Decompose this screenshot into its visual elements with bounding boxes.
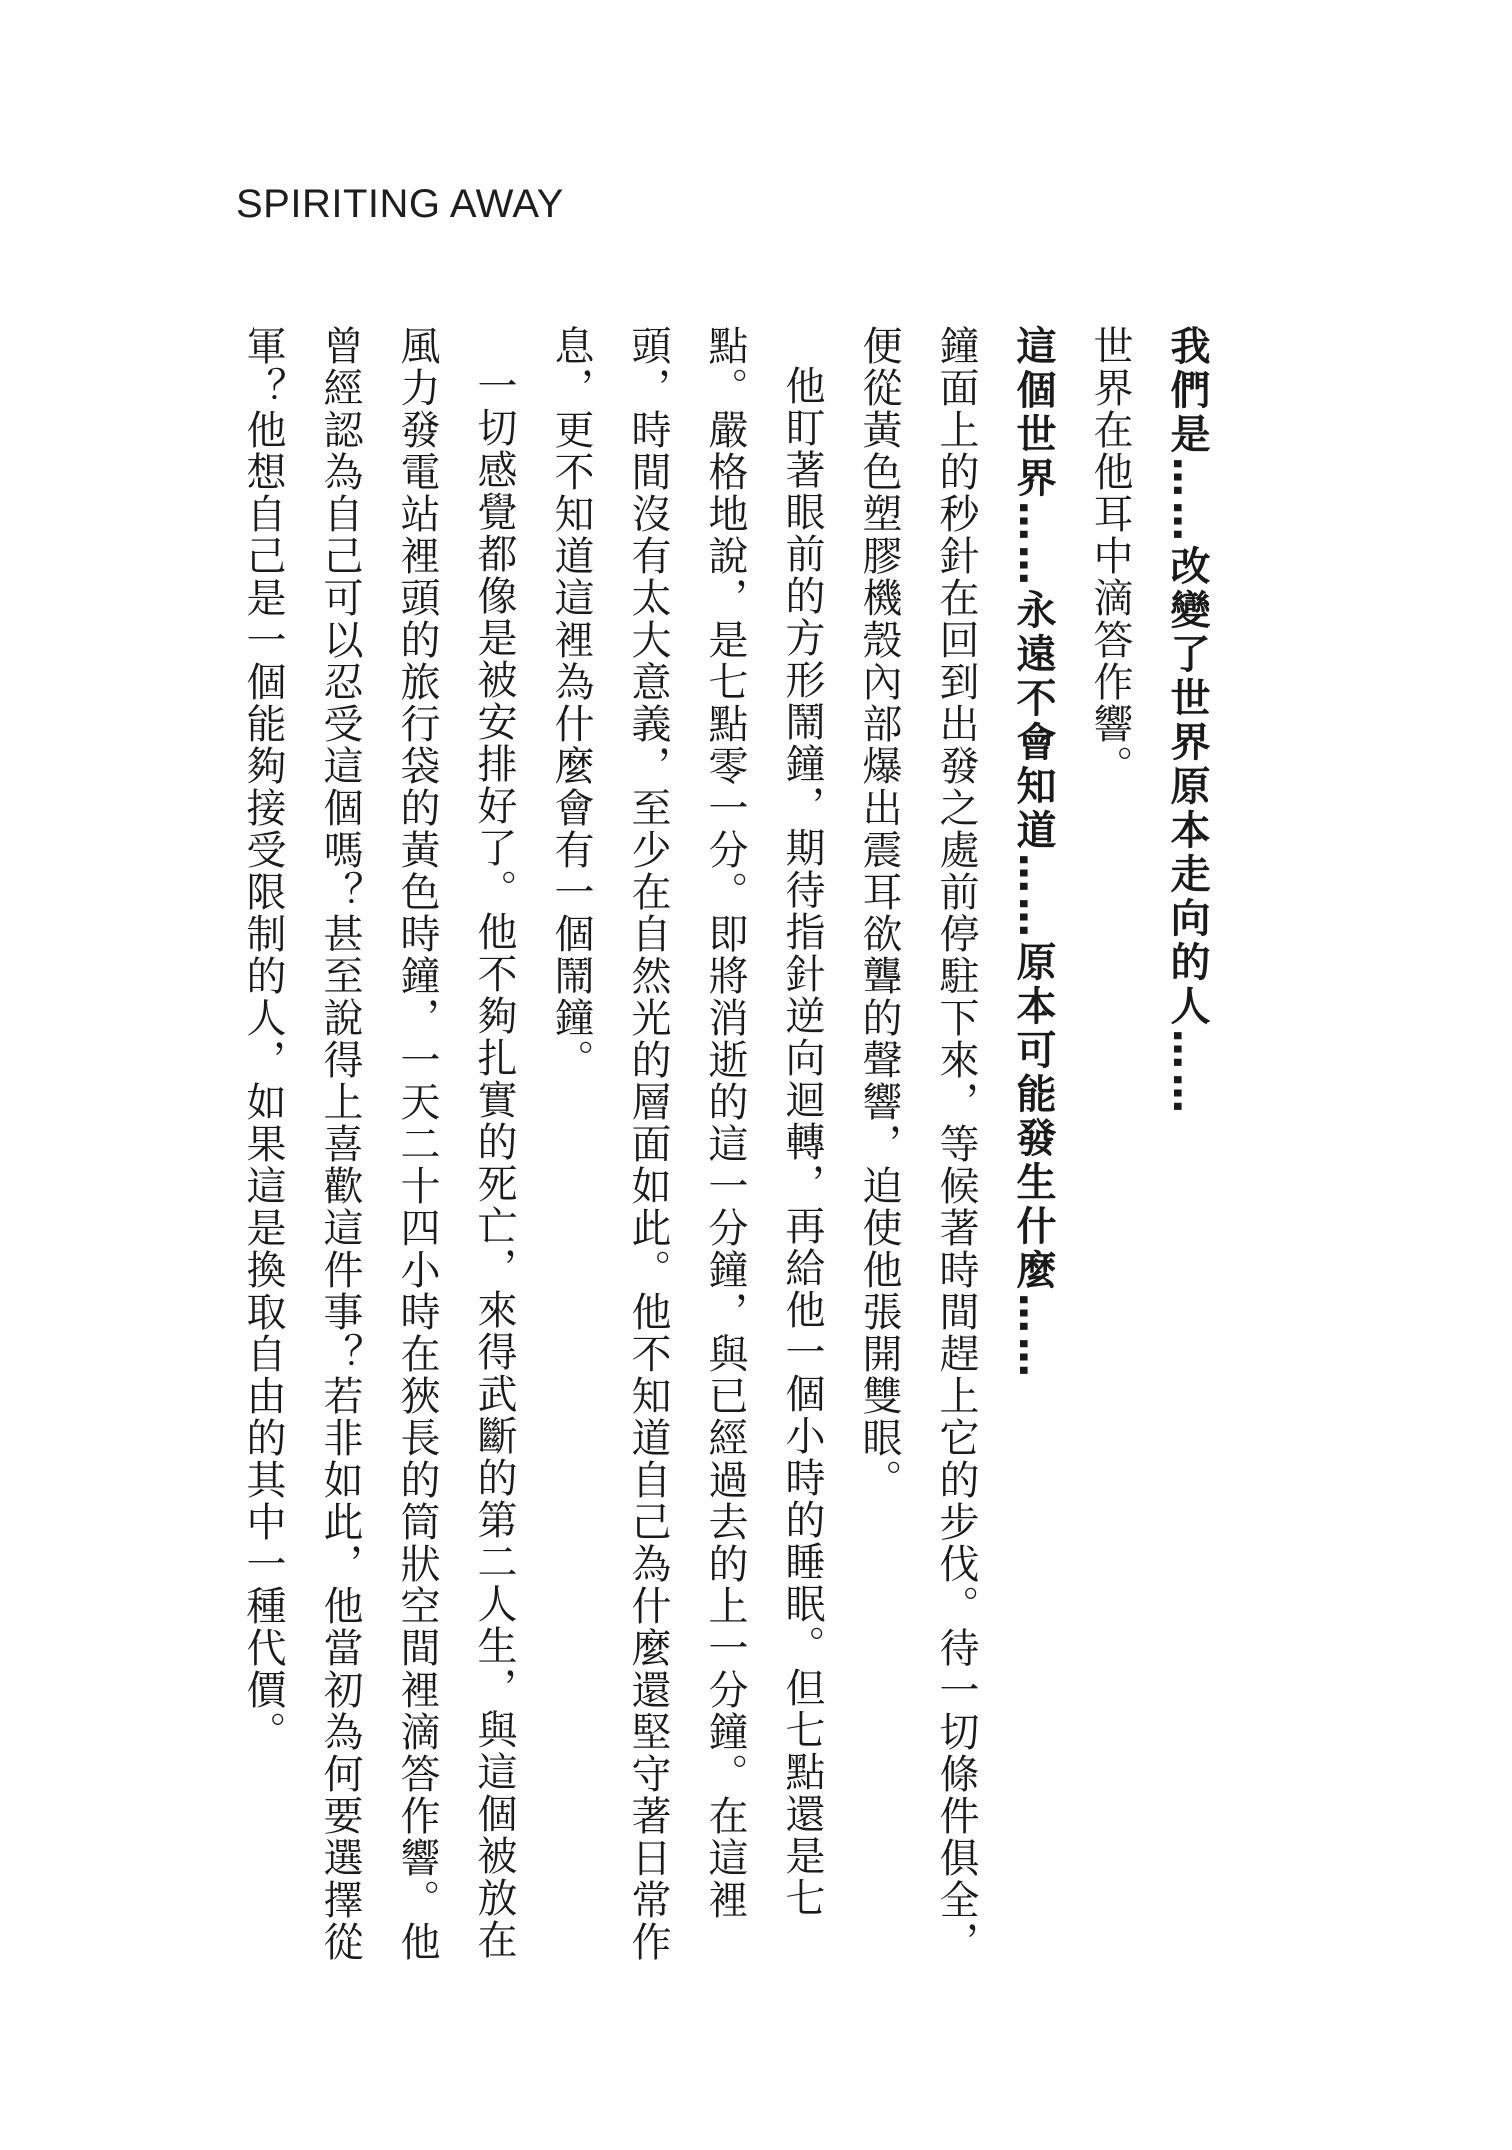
paragraph-2: 鐘面上的秒針在回到出發之處前停駐下來，等候著時間趕上它的步伐。待一切條件俱全，便從黃色塑膠機殼內部爆出震耳欲聾的聲響，迫使他張開雙眼。 [856, 325, 979, 1963]
italic-line-2: 這個世界……永遠不會知道……原本可能發生什麼…… [1010, 325, 1056, 1381]
paragraph-1: 世界在他耳中滴答作響。 [1087, 325, 1133, 787]
paragraph-4: 一切感覺都像是被安排好了。他不夠扎實的死亡，來得武斷的第二人生，與這個被放在風力發電站裡頭的旅行袋的黃色時鐘，一天二十四小時在狹長的筒狀空間裡滴答作響。他曾經認為自己可以忍受這個嗎？甚至說得上喜歡這件事？若非如此，他當初為何要選擇從軍？他想自己是一個能夠接受限制的人，如果這是換取自由的其中一種代價。 [240, 325, 517, 1963]
body-text [225, 325, 1225, 1965]
paragraph-3: 他盯著眼前的方形鬧鐘，期待指針逆向迴轉，再給他一個小時的睡眠。但七點還是七點。嚴格地說，是七點零一分。即將消逝的這一分鐘，與已經過去的上一分鐘。在這裡頭，時間沒有太大意義，至少在自然光的層面如此。他不知道自己為什麼還堅守著日常作息，更不知道這裡為什麼會有一個鬧鐘。 [548, 325, 825, 1963]
italic-line-1: 我們是……改變了世界原本走向的人…… [1164, 325, 1210, 1117]
running-head: SPIRITING AWAY [236, 182, 564, 226]
